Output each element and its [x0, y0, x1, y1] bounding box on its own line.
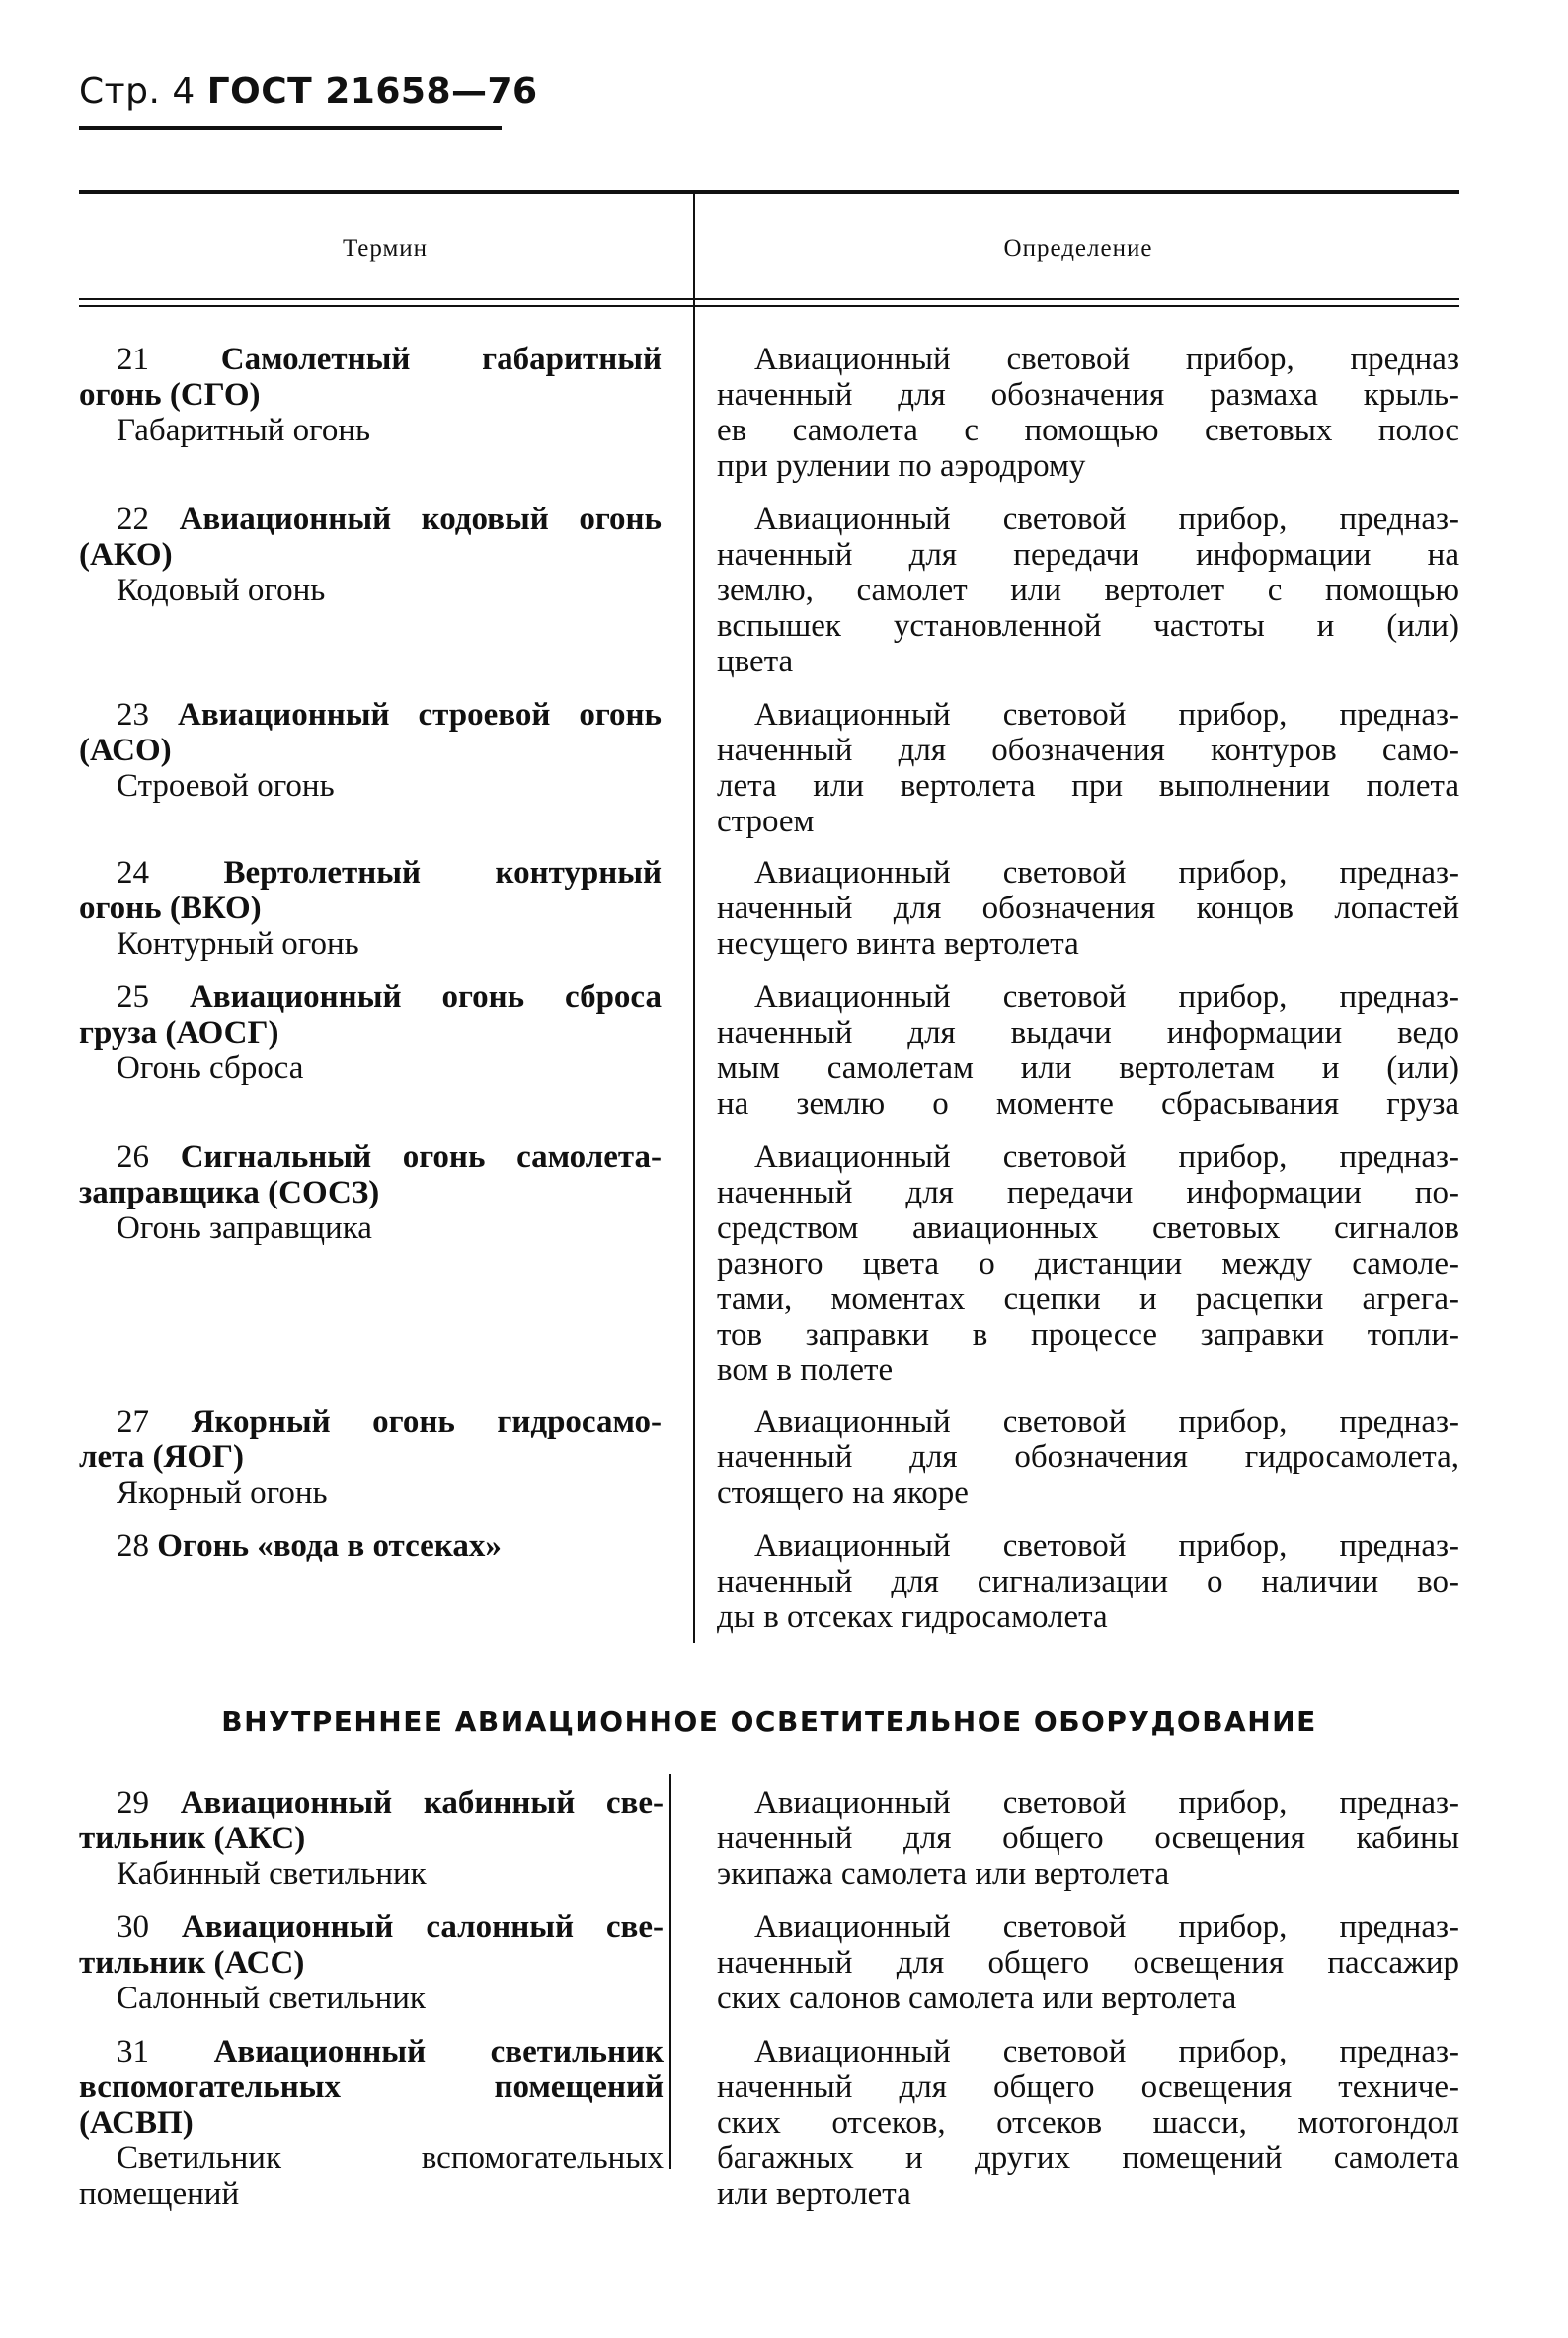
- term-line: тильник (АКС): [79, 1821, 306, 1856]
- term-number: 24: [117, 855, 224, 891]
- term-name: Якорный огонь гидросамо-: [191, 1404, 662, 1440]
- definition-line: ских отсеков, отсеков шасси, мотогондол: [717, 2105, 1459, 2141]
- term-line: тильник (АСС): [79, 1945, 305, 1981]
- term-name: Авиационный огонь сброса: [189, 979, 662, 1015]
- short-term: Строевой огонь: [117, 768, 335, 804]
- term-line: [79, 855, 662, 891]
- term-line: заправщика (СОСЗ): [79, 1175, 380, 1210]
- term-line: [79, 502, 662, 537]
- definition-entry: [717, 1139, 1459, 1388]
- short-term: Светильник вспомогательных: [117, 2141, 664, 2176]
- definition-entry: [717, 697, 1459, 839]
- running-head-rule: [79, 126, 502, 130]
- definition-line: Авиационный световой прибор, предназ: [754, 342, 1459, 377]
- term-name: Вертолетный контурный: [223, 855, 662, 891]
- definition-line: наченный для передачи информации по-: [717, 1175, 1459, 1210]
- page-number: Стр. 4: [79, 71, 196, 112]
- definition-line: Авиационный световой прибор, предназ-: [754, 1528, 1459, 1564]
- definition-entry: [717, 502, 1459, 679]
- short-term: Огонь сброса: [117, 1051, 304, 1086]
- definition-line: Авиационный световой прибор, предназ-: [754, 1139, 1459, 1175]
- term-line: груза (АОСГ): [79, 1015, 279, 1051]
- term-number: 23: [117, 697, 178, 733]
- definition-entry: [717, 855, 1459, 962]
- definition-line: несущего винта вертолета: [717, 926, 1079, 962]
- term-name: Авиационный кодовый огонь: [179, 502, 662, 537]
- term-entry: [79, 1404, 662, 1511]
- definition-line: при рулении по аэродрому: [717, 448, 1086, 484]
- term-entry: [79, 342, 662, 448]
- section-heading: ВНУТРЕННЕЕ АВИАЦИОННОЕ ОСВЕТИТЕЛЬНОЕ ОБОРУДОВАНИЕ: [221, 1705, 1317, 1738]
- definition-line: Авиационный световой прибор, предназ-: [754, 855, 1459, 891]
- term-line: [79, 1528, 662, 1564]
- definition-line: багажных и других помещений самолета: [717, 2141, 1459, 2176]
- short-term: Салонный светильник: [117, 1981, 426, 2016]
- definition-line: ских салонов самолета или вертолета: [717, 1981, 1237, 2016]
- term-line: (АСО): [79, 733, 172, 768]
- definition-line: наченный для обозначения размаха крыль-: [717, 377, 1459, 413]
- definition-line: стоящего на якоре: [717, 1475, 969, 1511]
- term-line: огонь (ВКО): [79, 891, 262, 926]
- definition-line: наченный для общего освещения техниче-: [717, 2069, 1459, 2105]
- definition-line: разного цвета о дистанции между самоле-: [717, 1246, 1459, 1282]
- definition-line: тов заправки в процессе заправки топли-: [717, 1317, 1459, 1353]
- definition-line: мым самолетам или вертолетам и (или): [717, 1051, 1459, 1086]
- definition-line: наченный для сигнализации о наличии во-: [717, 1564, 1459, 1599]
- term-name: Авиационный кабинный све-: [180, 1785, 664, 1821]
- term-name: Авиационный салонный све-: [181, 1909, 665, 1945]
- term-line: [79, 979, 662, 1015]
- definition-line: вом в полете: [717, 1353, 894, 1388]
- definition-line: Авиационный световой прибор, предназ-: [754, 1909, 1459, 1945]
- running-head: [79, 71, 538, 112]
- standard-id: ГОСТ 21658—76: [206, 71, 538, 112]
- definition-line: Авиационный световой прибор, предназ-: [754, 2034, 1459, 2069]
- term-number: 27: [117, 1404, 192, 1440]
- term-entry: [79, 2034, 664, 2212]
- definition-entry: [717, 1785, 1459, 1892]
- term-number: 21: [117, 342, 221, 377]
- definition-line: цвета: [717, 644, 794, 679]
- column-header-definition: Определение: [1003, 235, 1153, 262]
- term-line: [79, 697, 662, 733]
- table-top-rule: [79, 190, 1459, 194]
- term-line: [79, 2034, 664, 2069]
- definition-line: лета или вертолета при выполнении полета: [717, 768, 1459, 804]
- term-entry: [79, 1785, 664, 1892]
- definition-entry: [717, 342, 1459, 484]
- term-line: [79, 1404, 662, 1440]
- definition-line: вспышек установленной частоты и (или): [717, 608, 1459, 644]
- short-term: Огонь заправщика: [117, 1210, 372, 1246]
- short-term: помещений: [79, 2176, 240, 2212]
- definition-entry: [717, 1528, 1459, 1635]
- definition-line: наченный для передачи информации на: [717, 537, 1459, 573]
- column-divider: [693, 192, 695, 1643]
- header-divider: [79, 305, 1459, 307]
- term-line: (АСВП): [79, 2105, 194, 2141]
- definition-line: Авиационный световой прибор, предназ-: [754, 697, 1459, 733]
- definition-line: наченный для обозначения гидросамолета,: [717, 1440, 1459, 1475]
- term-line: лета (ЯОГ): [79, 1440, 244, 1475]
- term-entry: [79, 502, 662, 608]
- definition-line: строем: [717, 804, 815, 839]
- term-line: огонь (СГО): [79, 377, 261, 413]
- short-term: Габаритный огонь: [117, 413, 371, 448]
- definition-line: на землю о моменте сбрасывания груза: [717, 1086, 1459, 1122]
- definition-line: Авиационный световой прибор, предназ-: [754, 979, 1459, 1015]
- term-entry: [79, 1139, 662, 1246]
- term-number: 30: [117, 1909, 182, 1945]
- term-number: 28: [117, 1528, 158, 1564]
- short-term: Кодовый огонь: [117, 573, 326, 608]
- definition-line: ев самолета с помощью световых полос: [717, 413, 1459, 448]
- definition-line: наченный для обозначения концов лопастей: [717, 891, 1459, 926]
- header-divider: [79, 298, 1459, 300]
- definition-line: Авиационный световой прибор, предназ-: [754, 1404, 1459, 1440]
- term-entry: [79, 697, 662, 804]
- definition-line: средством авиационных световых сигналов: [717, 1210, 1459, 1246]
- term-number: 26: [117, 1139, 181, 1175]
- definition-line: Авиационный световой прибор, предназ-: [754, 1785, 1459, 1821]
- column-divider: [669, 1774, 671, 2169]
- definition-line: экипажа самолета или вертолета: [717, 1856, 1170, 1892]
- term-line: (АКО): [79, 537, 173, 573]
- term-name: Авиационный светильник: [213, 2034, 664, 2069]
- definition-entry: [717, 2034, 1459, 2212]
- term-entry: [79, 855, 662, 962]
- term-line: [79, 1785, 664, 1821]
- term-number: 22: [117, 502, 180, 537]
- definition-line: наченный для обозначения контуров само-: [717, 733, 1459, 768]
- definition-line: землю, самолет или вертолет с помощью: [717, 573, 1459, 608]
- definition-entry: [717, 979, 1459, 1122]
- definition-line: тами, моментах сцепки и расцепки агрега-: [717, 1282, 1459, 1317]
- short-term: Якорный огонь: [117, 1475, 328, 1511]
- definition-line: наченный для общего освещения пассажир: [717, 1945, 1459, 1981]
- definition-line: наченный для выдачи информации ведо: [717, 1015, 1459, 1051]
- term-line: вспомогательных помещений: [79, 2069, 664, 2105]
- definition-entry: [717, 1909, 1459, 2016]
- term-number: 29: [117, 1785, 181, 1821]
- definition-line: ды в отсеках гидросамолета: [717, 1599, 1108, 1635]
- term-name: Огонь «вода в отсеках»: [157, 1528, 502, 1564]
- term-line: [79, 342, 662, 377]
- term-line: [79, 1909, 664, 1945]
- term-number: 25: [117, 979, 190, 1015]
- term-entry: [79, 979, 662, 1086]
- definition-line: или вертолета: [717, 2176, 911, 2212]
- term-line: [79, 1139, 662, 1175]
- short-term: Контурный огонь: [117, 926, 359, 962]
- definition-line: Авиационный световой прибор, предназ-: [754, 502, 1459, 537]
- term-number: 31: [117, 2034, 214, 2069]
- short-term: Кабинный светильник: [117, 1856, 427, 1892]
- term-name: Самолетный габаритный: [220, 342, 662, 377]
- definition-line: наченный для общего освещения кабины: [717, 1821, 1459, 1856]
- definition-entry: [717, 1404, 1459, 1511]
- column-header-term: Термин: [342, 235, 429, 262]
- term-name: Авиационный строевой огонь: [178, 697, 662, 733]
- term-entry: [79, 1909, 664, 2016]
- term-entry: [79, 1528, 662, 1564]
- term-name: Сигнальный огонь самолета-: [180, 1139, 662, 1175]
